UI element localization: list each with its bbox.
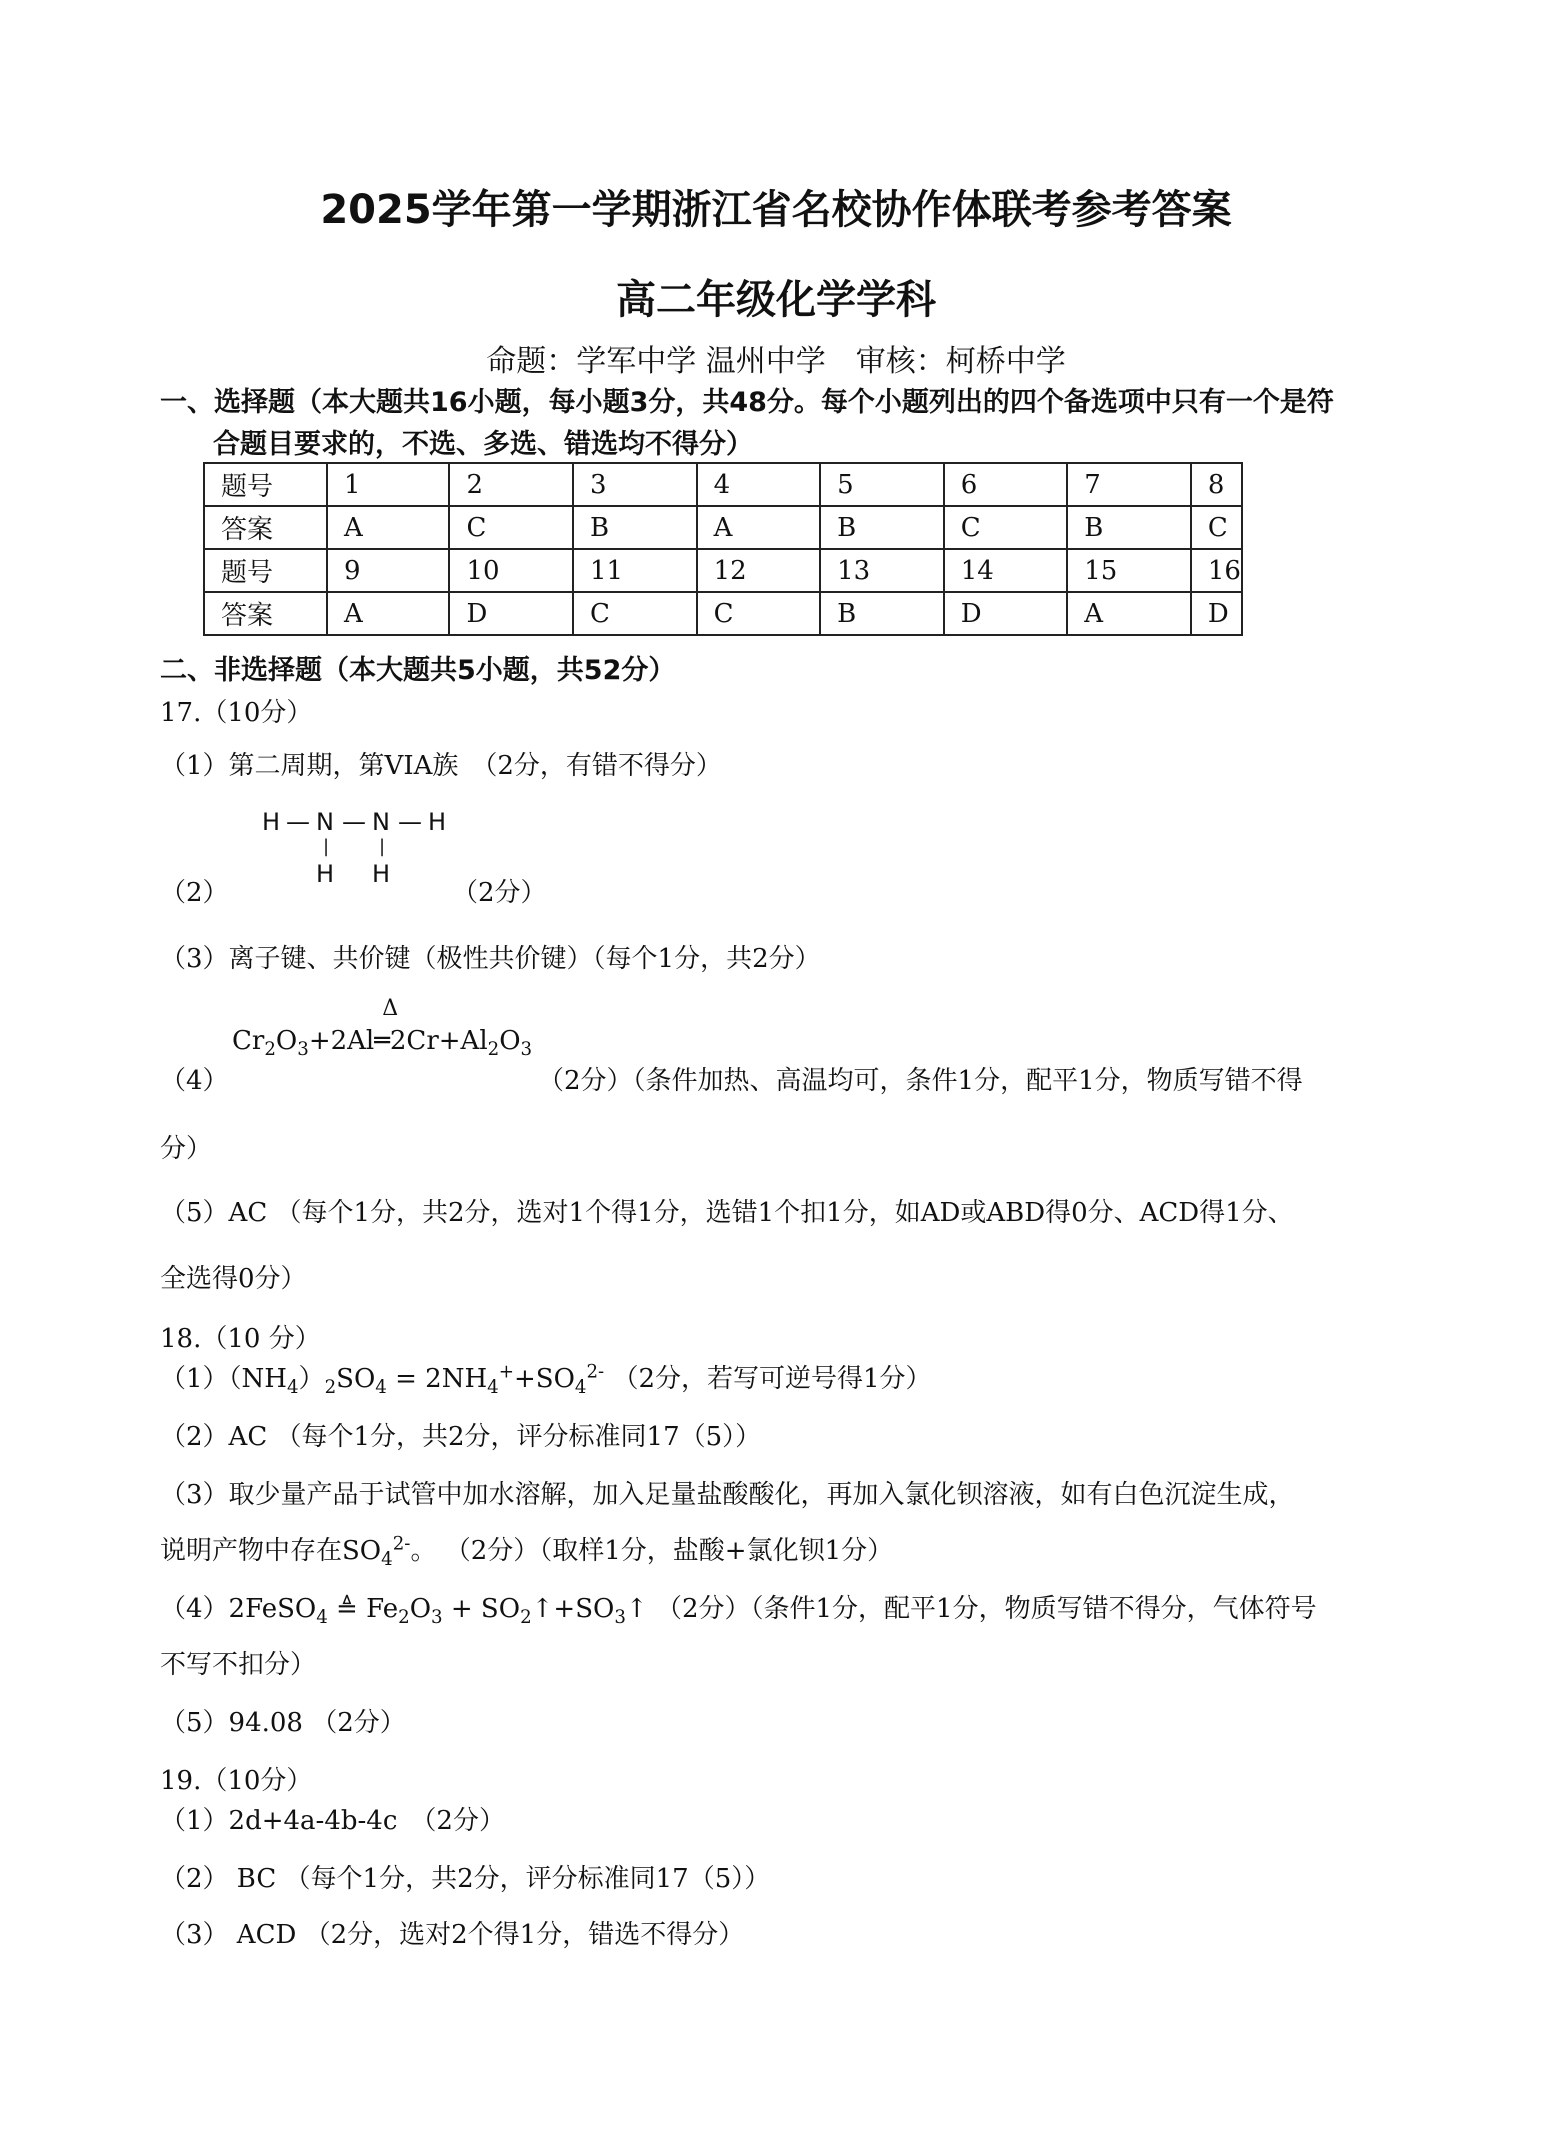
table-cell: C	[697, 592, 821, 635]
table-cell: B	[820, 592, 944, 635]
q17-part4-note: （2分）（条件加热、高温均可，条件1分，配平1分，物质写错不得	[538, 1066, 1303, 1096]
table-cell: A	[697, 506, 821, 549]
q17-heading: 17.（10分）	[160, 698, 313, 728]
q17-part2-label: （2）	[160, 878, 229, 908]
eq-text: Cr	[232, 1026, 265, 1056]
atom-n: N	[372, 808, 390, 836]
atom-h: H	[428, 808, 447, 836]
table-cell: B	[820, 506, 944, 549]
q18-heading: 18.（10 分）	[160, 1324, 321, 1354]
table-cell: A	[1067, 592, 1191, 635]
q17-part5: （5）AC （每个1分，共2分，选对1个得1分，选错1个扣1分，如AD或ABD得0分、ACD得1分、	[160, 1198, 1294, 1228]
q17-equation	[232, 996, 533, 1061]
eq-subscript: 4	[316, 1607, 328, 1629]
eq-text: O	[275, 1026, 298, 1056]
eq-subscript: 2	[520, 1607, 532, 1629]
q18-part4	[160, 1588, 1317, 1629]
q18-part2: （2）AC （每个1分，共2分，评分标准同17（5））	[160, 1422, 762, 1452]
eq-text: O	[499, 1026, 521, 1056]
eq-superscript: 2-	[586, 1361, 605, 1383]
table-cell: 4	[697, 463, 821, 506]
eq-text: ≜ Fe	[327, 1594, 399, 1624]
table-cell: D	[1191, 592, 1242, 635]
eq-text: 2Cr+Al	[389, 1026, 488, 1056]
table-cell: 5	[820, 463, 944, 506]
q17-part3: （3）离子键、共价键（极性共价键）（每个1分，共2分）	[160, 944, 821, 974]
q17-part4-label: （4）	[160, 1066, 229, 1096]
table-row	[204, 463, 1242, 506]
eq-text: O	[409, 1594, 432, 1624]
atom-h: H	[262, 808, 281, 836]
atom-h: H	[316, 860, 335, 888]
eq-text: +2Al	[308, 1026, 375, 1056]
eq-text: 。 （2分）（取样1分，盐酸+氯化钡1分）	[410, 1536, 894, 1566]
table-cell: D	[944, 592, 1068, 635]
delta-symbol: Δ	[382, 996, 399, 1021]
section1-title-cont: 合题目要求的，不选、多选、错选均不得分）	[213, 429, 753, 460]
eq-text: +SO	[513, 1364, 575, 1394]
q17-part4-note-cont: 分）	[160, 1134, 213, 1164]
table-row	[204, 549, 1242, 592]
table-cell: 题号	[204, 463, 327, 506]
eq-subscript: 4	[574, 1377, 587, 1399]
eq-text: 说明产物中存在SO	[160, 1536, 382, 1566]
q18-part1	[160, 1358, 932, 1399]
q17-part5-cont: 全选得0分）	[160, 1264, 307, 1294]
table-cell: C	[1191, 506, 1242, 549]
bond-line: |	[323, 836, 330, 857]
eq-text: ）	[298, 1364, 325, 1394]
table-cell: 14	[944, 549, 1068, 592]
table-cell: 13	[820, 549, 944, 592]
eq-text: SO	[336, 1364, 376, 1394]
q19-part3: （3） ACD （2分，选对2个得1分，错选不得分）	[160, 1920, 745, 1950]
eq-text: （4）2FeSO	[160, 1594, 317, 1624]
bond-line: —	[286, 808, 310, 836]
table-cell: B	[1067, 506, 1191, 549]
q18-part3: （3）取少量产品于试管中加水溶解，加入足量盐酸酸化，再加入氯化钡溶液，如有白色沉淀生成，	[160, 1480, 1295, 1510]
eq-subscript: 3	[614, 1607, 626, 1629]
table-cell: D	[449, 592, 573, 635]
eq-subscript: 2	[324, 1377, 337, 1399]
table-cell: B	[573, 506, 697, 549]
eq-text: ↑ （2分）（条件1分，配平1分，物质写错不得分，气体符号	[625, 1594, 1317, 1624]
eq-superscript: +	[498, 1361, 514, 1383]
eq-text: + SO	[442, 1594, 521, 1624]
table-row	[204, 592, 1242, 635]
heat-condition	[374, 996, 399, 1056]
table-cell: C	[449, 506, 573, 549]
table-cell: 11	[573, 549, 697, 592]
bond-line: —	[398, 808, 422, 836]
eq-subscript: 4	[375, 1377, 387, 1399]
table-cell: A	[327, 506, 449, 549]
table-cell: 9	[327, 549, 449, 592]
table-cell: A	[327, 592, 449, 635]
atom-h: H	[372, 860, 391, 888]
q17-part2-score: （2分）	[452, 878, 547, 908]
eq-text: = 2NH	[386, 1364, 488, 1394]
section2-title: 二、非选择题（本大题共5小题，共52分）	[160, 655, 676, 686]
eq-subscript: 2	[398, 1607, 410, 1629]
table-row	[204, 506, 1242, 549]
eq-subscript: 4	[286, 1377, 299, 1399]
table-cell: 16	[1191, 549, 1242, 592]
table-cell: 1	[327, 463, 449, 506]
hydrazine-structure	[262, 808, 452, 898]
table-cell: 15	[1067, 549, 1191, 592]
table-cell: C	[573, 592, 697, 635]
eq-subscript: 2	[264, 1039, 276, 1061]
q18-part4-cont: 不写不扣分）	[160, 1650, 317, 1680]
section1-title: 一、选择题（本大题共16小题，每小题3分，共48分。每个小题列出的四个备选项中只有一个是符	[160, 387, 1334, 418]
eq-text: （1）（NH	[160, 1364, 287, 1394]
eq-subscript: 4	[381, 1549, 393, 1571]
atom-n: N	[316, 808, 334, 836]
q19-heading: 19.（10分）	[160, 1766, 313, 1796]
table-cell: 12	[697, 549, 821, 592]
table-cell: C	[944, 506, 1068, 549]
eq-text: ↑+SO	[531, 1594, 615, 1624]
eq-subscript: 3	[431, 1607, 443, 1629]
table-cell: 10	[449, 549, 573, 592]
eq-text: （2分，若写可逆号得1分）	[604, 1364, 932, 1394]
answer-table	[203, 462, 1243, 636]
eq-subscript: 3	[297, 1039, 309, 1061]
table-cell: 6	[944, 463, 1068, 506]
q19-part1: （1）2d+4a-4b-4c （2分）	[160, 1806, 505, 1836]
table-cell: 答案	[204, 592, 327, 635]
q18-part3-cont	[160, 1530, 894, 1571]
table-cell: 7	[1067, 463, 1191, 506]
q19-part2: （2） BC （每个1分，共2分，评分标准同17（5））	[160, 1864, 771, 1894]
document-title: 2025学年第一学期浙江省名校协作体联考参考答案	[320, 187, 1232, 233]
bond-line: |	[379, 836, 386, 857]
table-cell: 题号	[204, 549, 327, 592]
equals-sign: ═	[374, 1026, 390, 1056]
bond-line: —	[342, 808, 366, 836]
eq-subscript: 4	[487, 1377, 499, 1399]
table-cell: 8	[1191, 463, 1242, 506]
eq-subscript: 2	[487, 1039, 500, 1061]
table-cell: 3	[573, 463, 697, 506]
eq-superscript: 2-	[392, 1533, 411, 1555]
table-cell: 2	[449, 463, 573, 506]
table-cell: 答案	[204, 506, 327, 549]
eq-subscript: 3	[520, 1039, 533, 1061]
authors-line: 命题：学军中学 温州中学 审核：柯桥中学	[486, 344, 1066, 379]
q17-part1: （1）第二周期，第VIA族 （2分，有错不得分）	[160, 751, 722, 781]
document-subtitle: 高二年级化学学科	[616, 277, 936, 323]
q18-part5: （5）94.08 （2分）	[160, 1708, 406, 1738]
